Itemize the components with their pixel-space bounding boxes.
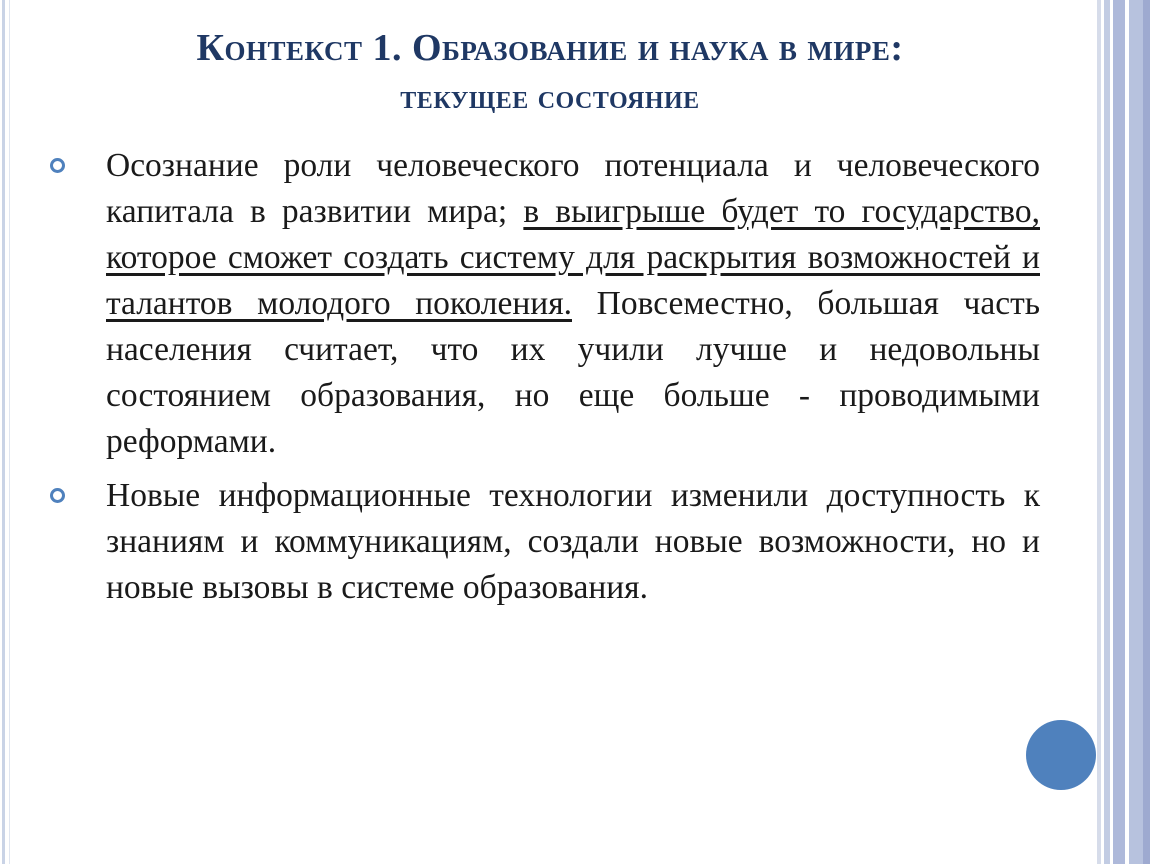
left-frame-line bbox=[2, 0, 5, 864]
right-stripe-5 bbox=[1143, 0, 1150, 864]
slide-title bbox=[60, 22, 1040, 124]
bullet-list bbox=[50, 143, 1040, 619]
right-stripe-4 bbox=[1129, 0, 1143, 864]
bullet-item-2 bbox=[50, 473, 1040, 611]
right-stripe-2 bbox=[1104, 0, 1110, 864]
bullet-1-text-end: Повсеместно, большая часть населения считает, что их учили лучше и недовольны состоянием образования, но еще больше - проводимыми реформами. bbox=[106, 285, 1040, 460]
decorative-circle-icon bbox=[1026, 720, 1096, 790]
bullet-circle-icon bbox=[50, 158, 65, 173]
right-stripe-1 bbox=[1097, 0, 1101, 864]
left-frame-line-inner bbox=[9, 0, 10, 864]
slide-title-line2: текущее состояние bbox=[400, 79, 700, 116]
right-stripe-3 bbox=[1113, 0, 1125, 864]
bullet-circle-icon bbox=[50, 488, 65, 503]
bullet-2-text: Новые информационные технологии изменили доступность к знаниям и коммуникациям, создали новые возможности, но и новые вызовы в системе образования. bbox=[106, 477, 1040, 606]
bullet-1-underlined-text: в выигрыше будет то государство, которое сможет создать систему для раскрытия возможностей и талантов молодого поколения. bbox=[106, 193, 1040, 322]
slide-title-line1: Контекст 1. Образование и наука в мире: bbox=[196, 27, 904, 69]
bullet-item-1 bbox=[50, 143, 1040, 465]
bullet-1-text-start: Осознание роли человеческого потенциала и человеческого капитала в развитии мира; bbox=[106, 147, 1040, 230]
